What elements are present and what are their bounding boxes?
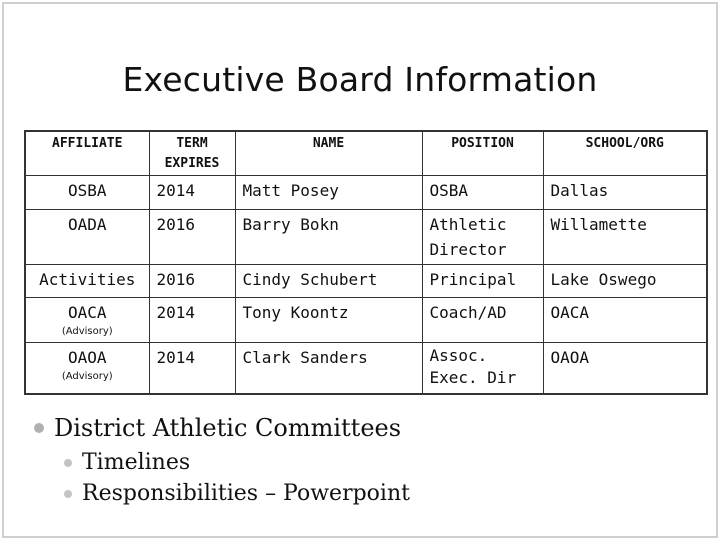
table-row xyxy=(25,297,707,342)
table-row xyxy=(25,209,707,264)
cell-school: Willamette xyxy=(543,209,707,264)
sub-bullet-text: Timelines xyxy=(82,450,191,475)
slide-title: Executive Board Information xyxy=(122,60,598,99)
header-name: NAME xyxy=(235,131,422,175)
cell-name: Tony Koontz xyxy=(235,297,422,342)
slide xyxy=(2,2,718,538)
advisory-note: (Advisory) xyxy=(61,370,113,382)
executive-board-table xyxy=(24,130,708,395)
cell-position: Athletic Director xyxy=(422,209,543,264)
sub-bullet-item xyxy=(64,481,410,506)
advisory-note: (Advisory) xyxy=(61,325,113,337)
header-affiliate: AFFILIATE xyxy=(25,131,149,175)
affiliate-text: OACA xyxy=(67,302,107,322)
header-school-org: SCHOOL/ORG xyxy=(543,131,707,175)
header-term-expires: TERM EXPIRES xyxy=(149,131,235,175)
table-row xyxy=(25,342,707,394)
bullet-dot-icon xyxy=(64,490,72,498)
affiliate-text: OSBA xyxy=(67,180,107,200)
cell-affiliate xyxy=(25,175,149,209)
cell-name: Matt Posey xyxy=(235,175,422,209)
cell-position: Assoc. Exec. Dir xyxy=(422,342,543,394)
table-row xyxy=(25,264,707,297)
cell-term: 2014 xyxy=(149,175,235,209)
cell-school: OACA xyxy=(543,297,707,342)
cell-term: 2014 xyxy=(149,342,235,394)
cell-affiliate xyxy=(25,342,149,394)
header-position: POSITION xyxy=(422,131,543,175)
cell-school: Dallas xyxy=(543,175,707,209)
bullet-item xyxy=(34,414,410,442)
cell-school: OAOA xyxy=(543,342,707,394)
affiliate-text: Activities xyxy=(39,269,136,289)
bullet-list xyxy=(34,414,410,506)
cell-name: Cindy Schubert xyxy=(235,264,422,297)
cell-position: Principal xyxy=(422,264,543,297)
cell-school: Lake Oswego xyxy=(543,264,707,297)
table-row xyxy=(25,175,707,209)
cell-affiliate xyxy=(25,297,149,342)
cell-term: 2016 xyxy=(149,209,235,264)
affiliate-text: OADA xyxy=(67,214,107,234)
sub-bullet-text: Responsibilities – Powerpoint xyxy=(82,481,410,506)
cell-term: 2014 xyxy=(149,297,235,342)
cell-name: Barry Bokn xyxy=(235,209,422,264)
bullet-dot-icon xyxy=(34,423,44,433)
sub-bullet-item xyxy=(64,450,410,475)
table-header-row xyxy=(25,131,707,175)
cell-position: OSBA xyxy=(422,175,543,209)
cell-term: 2016 xyxy=(149,264,235,297)
cell-name: Clark Sanders xyxy=(235,342,422,394)
cell-affiliate xyxy=(25,209,149,264)
cell-affiliate xyxy=(25,264,149,297)
bullet-text: District Athletic Committees xyxy=(54,414,402,442)
bullet-dot-icon xyxy=(64,459,72,467)
cell-position: Coach/AD xyxy=(422,297,543,342)
affiliate-text: OAOA xyxy=(67,347,107,367)
